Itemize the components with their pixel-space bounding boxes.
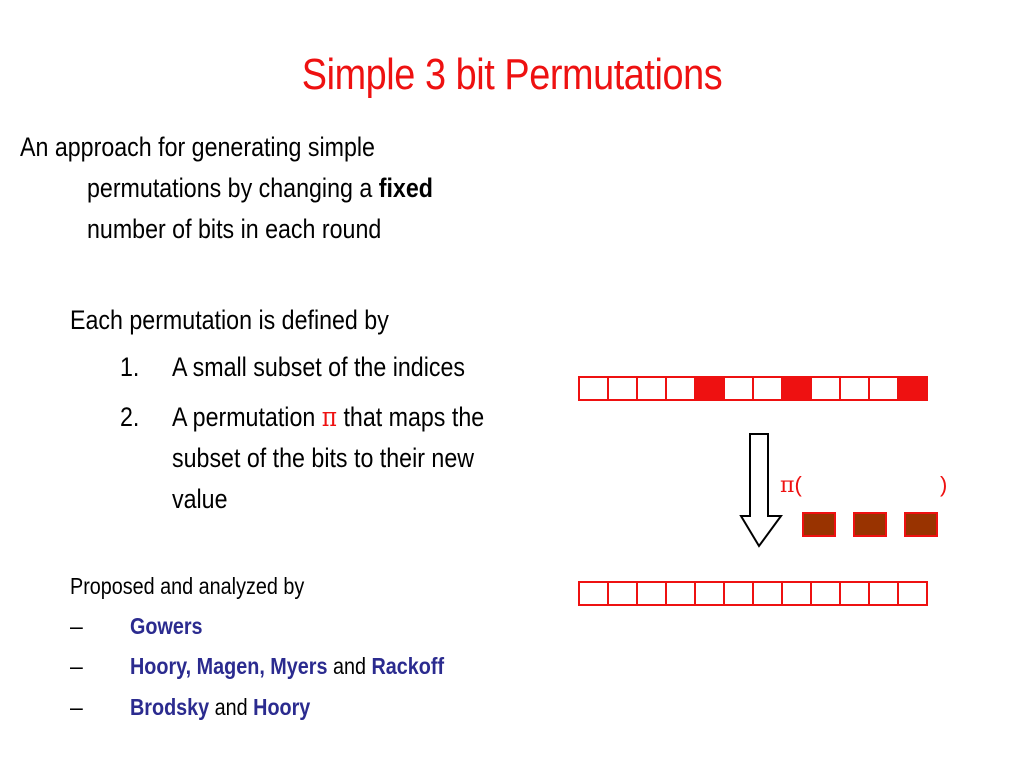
- output-bit-6: [723, 581, 754, 606]
- output-bit-11: [868, 581, 899, 606]
- author-dash-2: –: [70, 653, 83, 679]
- author-name: Rackoff: [371, 653, 445, 679]
- subset-bit-2: [853, 512, 887, 537]
- output-bit-3: [636, 581, 667, 606]
- list-item-2-line-3: value: [172, 484, 228, 514]
- author-dash-1: –: [70, 613, 83, 639]
- intro-line-2: [87, 168, 433, 209]
- input-bit-row: [578, 376, 926, 401]
- output-bit-9: [810, 581, 841, 606]
- output-bit-1: [578, 581, 609, 606]
- author-conjunction: and: [327, 653, 372, 679]
- intro-line-3: number of bits in each round: [87, 214, 382, 244]
- output-bit-5: [694, 581, 725, 606]
- pi-function-open: [780, 472, 802, 498]
- input-bit-2: [607, 376, 638, 401]
- subset-bit-1: [802, 512, 836, 537]
- list-item-2-text-pre: A permutation: [172, 402, 322, 432]
- author-name: Brodsky: [130, 694, 210, 720]
- input-bit-12: [897, 376, 928, 401]
- subset-bit-3: [904, 512, 938, 537]
- proposed-heading: Proposed and analyzed by: [70, 573, 305, 599]
- output-bit-row: [578, 581, 926, 606]
- list-item-2-line-1: [172, 397, 484, 438]
- output-bit-8: [781, 581, 812, 606]
- input-bit-3: [636, 376, 667, 401]
- author-dash-3: –: [70, 694, 83, 720]
- input-bit-8: [781, 376, 812, 401]
- output-bit-10: [839, 581, 870, 606]
- pi-symbol: π: [321, 402, 337, 433]
- slide-title: Simple 3 bit Permutations: [301, 50, 723, 99]
- author-name: Hoory: [253, 694, 311, 720]
- down-arrow-icon: [738, 432, 784, 550]
- input-bit-9: [810, 376, 841, 401]
- input-bit-5: [694, 376, 725, 401]
- pi-function-symbol: π: [780, 473, 795, 498]
- output-bit-4: [665, 581, 696, 606]
- author-line-3: [130, 687, 310, 727]
- input-bit-6: [723, 376, 754, 401]
- author-line-1: [130, 606, 203, 646]
- pi-open-paren: (: [794, 472, 802, 497]
- intro-line-2-text: permutations by changing a: [87, 173, 379, 203]
- author-name: Gowers: [130, 613, 203, 639]
- input-bit-1: [578, 376, 609, 401]
- list-item-1: A small subset of the indices: [172, 352, 465, 382]
- list-num-2: 2.: [120, 402, 140, 432]
- author-line-2: [130, 646, 444, 686]
- intro-line-1: An approach for generating simple: [20, 132, 375, 162]
- pi-close-paren: ): [940, 472, 948, 497]
- defined-heading: Each permutation is defined by: [70, 305, 389, 335]
- output-bit-12: [897, 581, 928, 606]
- input-bit-4: [665, 376, 696, 401]
- output-bit-7: [752, 581, 783, 606]
- list-num-1: 1.: [120, 352, 140, 382]
- list-item-2-line-2: subset of the bits to their new: [172, 443, 475, 473]
- output-bit-2: [607, 581, 638, 606]
- author-name: Hoory, Magen, Myers: [130, 653, 328, 679]
- list-item-2-text-post: that maps the: [336, 402, 485, 432]
- input-bit-10: [839, 376, 870, 401]
- input-bit-11: [868, 376, 899, 401]
- input-bit-7: [752, 376, 783, 401]
- author-conjunction: and: [209, 694, 254, 720]
- intro-bold-fixed: fixed: [378, 173, 433, 203]
